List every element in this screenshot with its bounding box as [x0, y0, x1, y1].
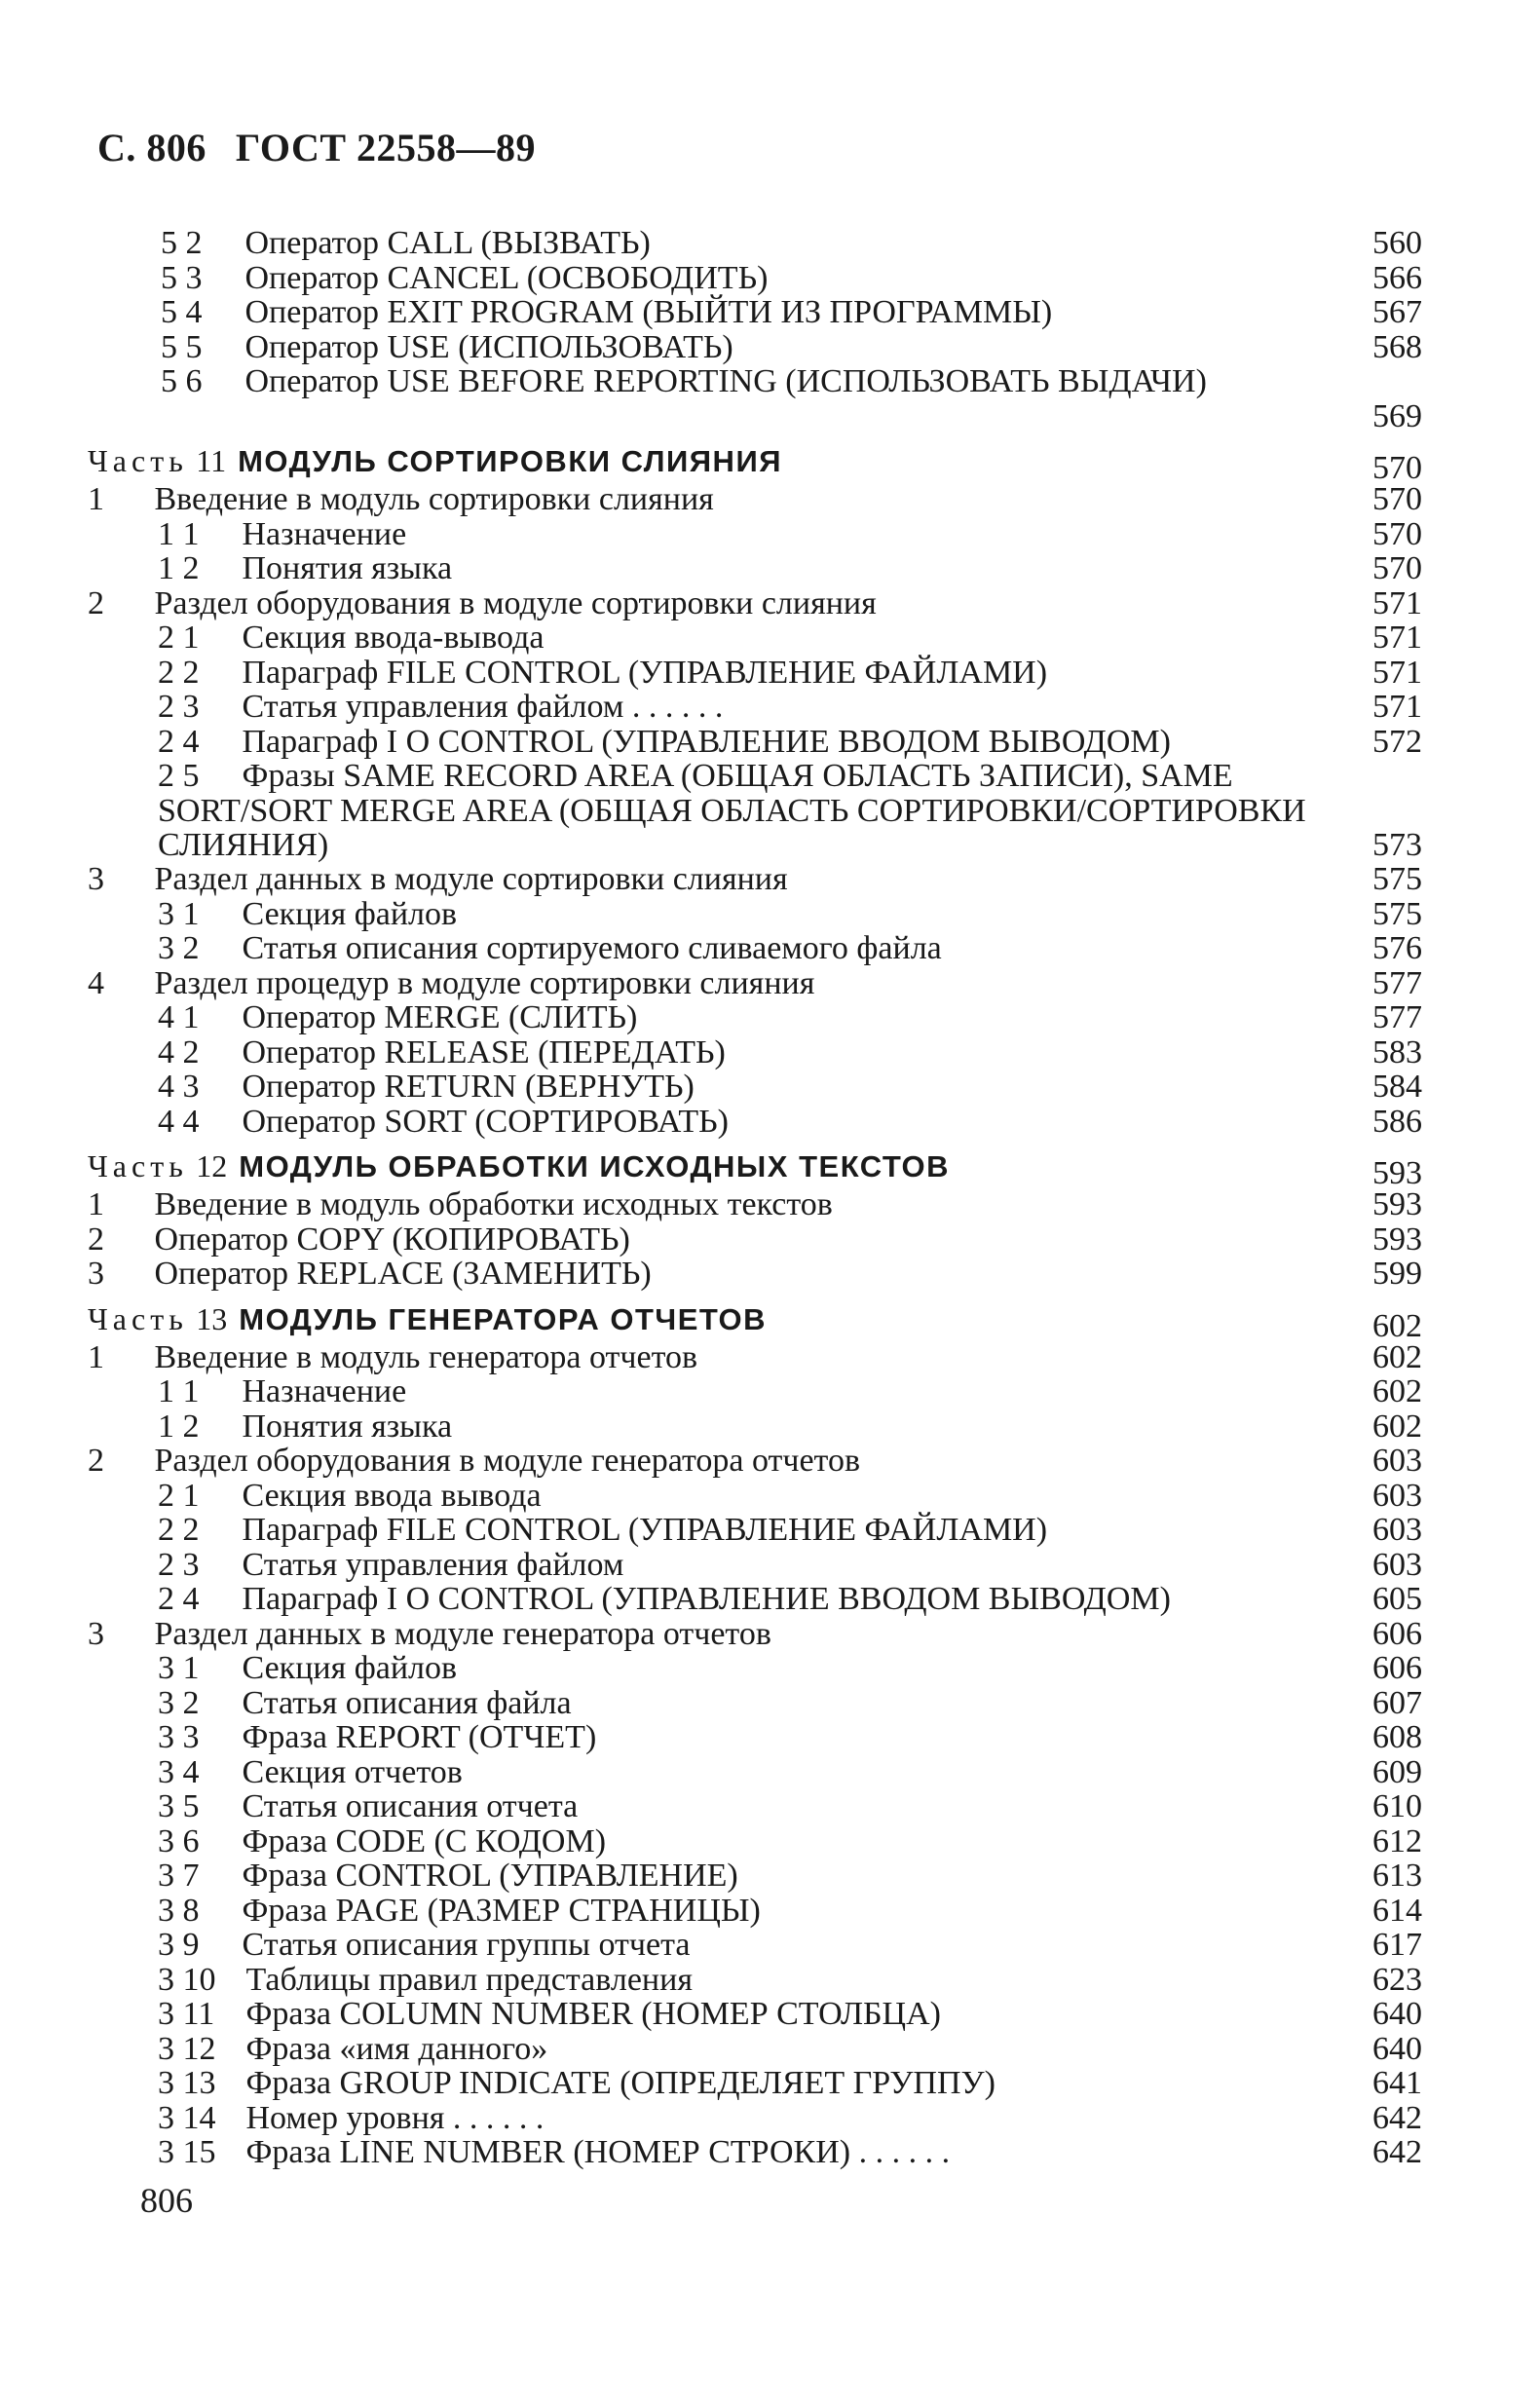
part-label: Часть [88, 1300, 188, 1336]
toc-entry-number: 3 3 [158, 1719, 200, 1755]
toc-entry-title: Оператор RETURN (ВЕРНУТЬ) [242, 1069, 695, 1105]
toc-entry [88, 330, 1461, 365]
toc-entry-title: Раздел оборудования в модуле генератора отчетов [154, 1443, 861, 1479]
toc-entry [88, 656, 1461, 691]
toc-page-number: 623 [1372, 1961, 1422, 1998]
toc-page-number: 571 [1372, 584, 1422, 621]
toc-entry [88, 2101, 1461, 2136]
toc-entry [88, 862, 1461, 897]
toc-page-number: 584 [1372, 1069, 1422, 1105]
toc-entry-title: Секция файлов [242, 1650, 458, 1686]
toc-entry-title: Фраза REPORT (ОТЧЕТ) [242, 1719, 597, 1755]
toc-entry-number: 3 15 [158, 2134, 216, 2170]
toc-page-number: 610 [1372, 1788, 1422, 1824]
toc-entry-number: 2 2 [158, 1512, 200, 1548]
toc-entry-title: Назначение [242, 1373, 407, 1409]
toc-entry-number: 3 12 [158, 2030, 216, 2067]
toc-entry [88, 586, 1461, 621]
toc-entry-title: Назначение [242, 515, 407, 552]
toc-entry-title: Оператор EXIT PROGRAM (ВЫЙТИ ИЗ ПРОГРАММЫ) [244, 294, 1053, 330]
toc-entry [88, 725, 1461, 760]
toc-entry [88, 551, 1461, 586]
toc-page-number: 570 [1372, 550, 1422, 586]
toc-page-number: 577 [1372, 999, 1422, 1035]
toc-part-heading [88, 1297, 1461, 1344]
toc-page-number: 603 [1372, 1477, 1422, 1514]
toc-entry-number: 4 2 [158, 1033, 200, 1070]
toc-entry [88, 1548, 1461, 1583]
toc-entry-number: 3 14 [158, 2099, 216, 2136]
toc-page-number: 566 [1372, 259, 1422, 296]
toc-entry [88, 1894, 1461, 1929]
toc-page-number: 560 [1372, 225, 1422, 261]
toc-page-number: 575 [1372, 861, 1422, 897]
toc-entry [88, 1617, 1461, 1652]
toc-entry [88, 2032, 1461, 2067]
toc-entry-number: 2 3 [158, 689, 200, 725]
toc-page-number: 569 [1372, 397, 1422, 434]
toc-entry-number: 2 [88, 1443, 104, 1479]
toc-entry-title: Фраза CONTROL (УПРАВЛЕНИЕ) [242, 1858, 738, 1894]
toc-entry [88, 1340, 1461, 1375]
toc-entry [88, 2135, 1461, 2170]
toc-entry-title: Оператор REPLACE (ЗАМЕНИТЬ) [154, 1256, 652, 1292]
toc-page-number: 571 [1372, 689, 1422, 725]
toc-entry-title: Оператор USE BEFORE REPORTING (ИСПОЛЬЗОВАТЬ ВЫДАЧИ) [244, 363, 1207, 399]
toc-page-number: 593 [1372, 1220, 1422, 1258]
toc-entry [88, 966, 1461, 1001]
toc-entry [88, 517, 1461, 552]
toc-entry-title: Раздел процедур в модуле сортировки слияния [154, 964, 815, 1001]
table-of-contents [88, 226, 1461, 2170]
toc-entry [88, 759, 1461, 862]
toc-entry [88, 1222, 1461, 1258]
toc-entry-number: 1 [88, 1186, 104, 1222]
toc-entry-number: 1 2 [158, 550, 200, 586]
toc-entry-number: 3 2 [158, 930, 200, 966]
toc-entry-number: 4 4 [158, 1103, 200, 1140]
toc-entry-number: 2 4 [158, 723, 200, 760]
part-title: МОДУЛЬ ГЕНЕРАТОРА ОТЧЕТОВ [239, 1301, 768, 1336]
toc-entry [88, 1479, 1461, 1514]
page-number: 806 [140, 2181, 193, 2220]
toc-page-number: 599 [1372, 1256, 1422, 1292]
toc-entry [88, 1789, 1461, 1824]
toc-entry-number: 3 13 [158, 2065, 216, 2101]
toc-entry [88, 1409, 1461, 1445]
toc-entry [88, 482, 1461, 517]
toc-entry [88, 1374, 1461, 1409]
part-label: Часть [88, 1148, 188, 1183]
toc-entry-title: Оператор COPY (КОПИРОВАТЬ) [154, 1220, 630, 1258]
toc-entry-title: Статья управления файлом [242, 1546, 624, 1583]
toc-page-number: 613 [1372, 1858, 1422, 1894]
toc-page-number: 642 [1372, 2099, 1422, 2136]
toc-entry-number: 3 7 [158, 1858, 200, 1894]
toc-entry-title: Введение в модуль генератора отчетов [154, 1338, 698, 1375]
toc-entry-number: 2 5 [158, 758, 200, 794]
toc-page-number: 617 [1372, 1927, 1422, 1963]
toc-entry-title: Фраза CODE (С КОДОМ) [242, 1822, 607, 1859]
toc-entry-title: Секция ввода вывода [242, 1477, 542, 1514]
toc-entry-title: Оператор SORT (СОРТИРОВАТЬ) [242, 1103, 730, 1140]
toc-page-number: 593 [1372, 1155, 1422, 1191]
toc-entry-title: Статья управления файлом . . . . . . [242, 689, 724, 725]
toc-entry-title: Параграф I O CONTROL (УПРАВЛЕНИЕ ВВОДОМ ВЫВОДОМ) [242, 723, 1171, 760]
toc-page-number: 586 [1372, 1103, 1422, 1140]
standard-code: ГОСТ 22558—89 [235, 126, 537, 169]
toc-entry [88, 1000, 1461, 1035]
toc-entry-number: 3 4 [158, 1753, 200, 1790]
toc-page-number: 606 [1372, 1615, 1422, 1652]
toc-entry-title: Введение в модуль обработки исходных текстов [154, 1186, 833, 1222]
toc-page-number: 602 [1372, 1307, 1422, 1344]
toc-entry-number: 2 3 [158, 1546, 200, 1583]
toc-page-number: 570 [1372, 450, 1422, 486]
toc-entry-title: Оператор MERGE (СЛИТЬ) [242, 999, 638, 1035]
toc-entry-number: 3 [88, 1256, 104, 1292]
page-reference: С. 806 [97, 126, 207, 169]
toc-entry [88, 1824, 1461, 1859]
toc-page-number: 603 [1372, 1512, 1422, 1548]
toc-page-number: 609 [1372, 1753, 1422, 1790]
toc-entry [88, 1257, 1461, 1292]
toc-entry-title: Оператор CANCEL (ОСВОБОДИТЬ) [244, 259, 769, 296]
toc-entry-number: 3 11 [158, 1996, 215, 2032]
toc-entry-number: 5 2 [161, 225, 203, 261]
toc-entry [88, 1859, 1461, 1894]
toc-entry [88, 690, 1461, 725]
toc-page-number: 572 [1372, 723, 1422, 760]
toc-page-number: 602 [1372, 1338, 1422, 1375]
toc-entry [88, 1444, 1461, 1479]
toc-part-heading [88, 1145, 1461, 1191]
toc-entry-title: Параграф FILE CONTROL (УПРАВЛЕНИЕ ФАЙЛАМИ) [242, 1512, 1048, 1548]
toc-entry-title: Таблицы правил представления [245, 1961, 693, 1998]
toc-entry [88, 1105, 1461, 1140]
toc-entry [88, 364, 1461, 433]
toc-entry-title: Введение в модуль сортировки слияния [154, 481, 714, 517]
toc-page-number: 641 [1372, 2065, 1422, 2101]
toc-entry-title: Раздел данных в модуле генератора отчетов [154, 1615, 771, 1652]
toc-entry-number: 3 9 [158, 1927, 200, 1963]
toc-entry [88, 620, 1461, 656]
toc-entry-number: 1 1 [158, 515, 200, 552]
toc-entry-title: Оператор CALL (ВЫЗВАТЬ) [244, 225, 651, 261]
part-title: МОДУЛЬ ОБРАБОТКИ ИСХОДНЫХ ТЕКСТОВ [239, 1149, 950, 1183]
page-header [97, 125, 536, 170]
toc-entry-title: Параграф FILE CONTROL (УПРАВЛЕНИЕ ФАЙЛАМИ) [242, 654, 1048, 691]
toc-entry-title: Оператор RELEASE (ПЕРЕДАТЬ) [242, 1033, 726, 1070]
toc-entry-number: 3 6 [158, 1822, 200, 1859]
toc-page-number: 603 [1372, 1546, 1422, 1583]
part-number: 12 [196, 1148, 228, 1183]
toc-entry-title: Статья описания отчета [242, 1788, 579, 1824]
toc-entry-number: 5 6 [161, 363, 203, 399]
toc-entry-title: Секция ввода-вывода [242, 620, 545, 656]
toc-page-number: 573 [1372, 826, 1422, 863]
toc-entry-title: Фраза «имя данного» [245, 2030, 548, 2067]
toc-page-number: 575 [1372, 895, 1422, 932]
toc-page-number: 568 [1372, 328, 1422, 365]
toc-entry [88, 1997, 1461, 2032]
toc-entry-title: Понятия языка [242, 550, 453, 586]
toc-entry [88, 1755, 1461, 1790]
toc-entry-number: 2 [88, 1220, 104, 1258]
toc-entry [88, 295, 1461, 330]
toc-entry-title: Номер уровня . . . . . . [245, 2099, 545, 2136]
toc-entry [88, 1582, 1461, 1617]
toc-entry [88, 931, 1461, 966]
toc-page-number: 570 [1372, 515, 1422, 552]
toc-entry-number: 1 [88, 1338, 104, 1375]
part-number: 13 [196, 1300, 228, 1336]
toc-entry-number: 1 2 [158, 1408, 200, 1445]
toc-entry-title: Фраза PAGE (РАЗМЕР СТРАНИЦЫ) [242, 1892, 761, 1929]
toc-page-number: 583 [1372, 1033, 1422, 1070]
toc-entry-title: Раздел данных в модуле сортировки слияния [154, 861, 788, 897]
toc-part-heading [88, 439, 1461, 486]
toc-entry [88, 1963, 1461, 1998]
toc-page-number: 577 [1372, 964, 1422, 1001]
toc-entry [88, 897, 1461, 932]
toc-entry-title: Статья описания группы отчета [242, 1927, 691, 1963]
toc-page-number: 603 [1372, 1443, 1422, 1479]
toc-entry [88, 1070, 1461, 1105]
part-title: МОДУЛЬ СОРТИРОВКИ СЛИЯНИЯ [238, 444, 783, 478]
toc-entry-number: 4 3 [158, 1069, 200, 1105]
toc-entry-number: 2 4 [158, 1581, 200, 1617]
toc-entry-title: Секция файлов [242, 895, 458, 932]
toc-entry-title: Фраза LINE NUMBER (НОМЕР СТРОКИ) . . . . . . [245, 2134, 951, 2170]
toc-entry-number: 5 3 [161, 259, 203, 296]
toc-entry-number: 5 5 [161, 328, 203, 365]
part-number: 11 [196, 443, 227, 478]
toc-entry-number: 3 10 [158, 1961, 216, 1998]
toc-entry-number: 4 [88, 964, 104, 1001]
toc-page-number: 571 [1372, 654, 1422, 691]
toc-entry-title: Понятия языка [242, 1408, 453, 1445]
toc-entry-number: 2 1 [158, 620, 200, 656]
toc-entry-number: 3 1 [158, 1650, 200, 1686]
toc-entry-title: Раздел оборудования в модуле сортировки слияния [154, 584, 877, 621]
toc-entry-title: Фраза GROUP INDICATE (ОПРЕДЕЛЯЕТ ГРУППУ) [245, 2065, 995, 2101]
toc-entry [88, 2066, 1461, 2101]
toc-page-number: 614 [1372, 1892, 1422, 1929]
toc-entry-number: 5 4 [161, 294, 203, 330]
toc-page-number: 593 [1372, 1186, 1422, 1222]
toc-page-number: 640 [1372, 2030, 1422, 2067]
toc-entry [88, 1928, 1461, 1963]
toc-entry-number: 3 [88, 1615, 104, 1652]
toc-entry [88, 1035, 1461, 1070]
toc-entry-title: Фраза COLUMN NUMBER (НОМЕР СТОЛБЦА) [245, 1996, 941, 2032]
toc-entry-number: 3 2 [158, 1684, 200, 1721]
toc-entry-number: 2 [88, 584, 104, 621]
toc-entry [88, 1513, 1461, 1548]
toc-entry-number: 4 1 [158, 999, 200, 1035]
toc-page-number: 605 [1372, 1581, 1422, 1617]
toc-page-number: 602 [1372, 1408, 1422, 1445]
toc-entry [88, 1187, 1461, 1222]
toc-entry-number: 2 1 [158, 1477, 200, 1514]
toc-entry [88, 1686, 1461, 1721]
toc-entry-number: 2 2 [158, 654, 200, 691]
toc-entry [88, 261, 1461, 296]
toc-entry-number: 1 1 [158, 1373, 200, 1409]
toc-entry-number: 3 8 [158, 1892, 200, 1929]
toc-page-number: 642 [1372, 2134, 1422, 2170]
toc-page-number: 640 [1372, 1996, 1422, 2032]
toc-page-number: 567 [1372, 294, 1422, 330]
toc-page-number: 576 [1372, 930, 1422, 966]
toc-page-number: 571 [1372, 620, 1422, 656]
toc-page-number: 608 [1372, 1719, 1422, 1755]
toc-entry-title: Параграф I O CONTROL (УПРАВЛЕНИЕ ВВОДОМ ВЫВОДОМ) [242, 1581, 1171, 1617]
toc-page-number: 612 [1372, 1822, 1422, 1859]
toc-page-number: 602 [1372, 1373, 1422, 1409]
toc-entry-number: 3 1 [158, 895, 200, 932]
toc-entry-number: 3 [88, 861, 104, 897]
toc-entry-title: Оператор USE (ИСПОЛЬЗОВАТЬ) [244, 328, 733, 365]
toc-entry-title: Статья описания сортируемого сливаемого файла [242, 930, 942, 966]
toc-page-number: 606 [1372, 1650, 1422, 1686]
toc-entry [88, 1651, 1461, 1686]
toc-entry [88, 226, 1461, 261]
toc-page-number: 607 [1372, 1684, 1422, 1721]
toc-entry [88, 1720, 1461, 1755]
toc-entry-title: Статья описания файла [242, 1684, 572, 1721]
toc-entry-title: Фразы SAME RECORD AREA (ОБЩАЯ ОБЛАСТЬ ЗАПИСИ), SAME SORT/SORT MERGE AREA (ОБЩАЯ ОБЛАСТЬ СОРТИРОВКИ/СОРТИРОВКИ СЛИЯНИЯ) [158, 758, 1306, 863]
toc-page-number: 570 [1372, 481, 1422, 517]
toc-entry-title: Секция отчетов [242, 1753, 463, 1790]
part-label: Часть [88, 443, 188, 478]
toc-entry-number: 1 [88, 481, 104, 517]
toc-entry-number: 3 5 [158, 1788, 200, 1824]
